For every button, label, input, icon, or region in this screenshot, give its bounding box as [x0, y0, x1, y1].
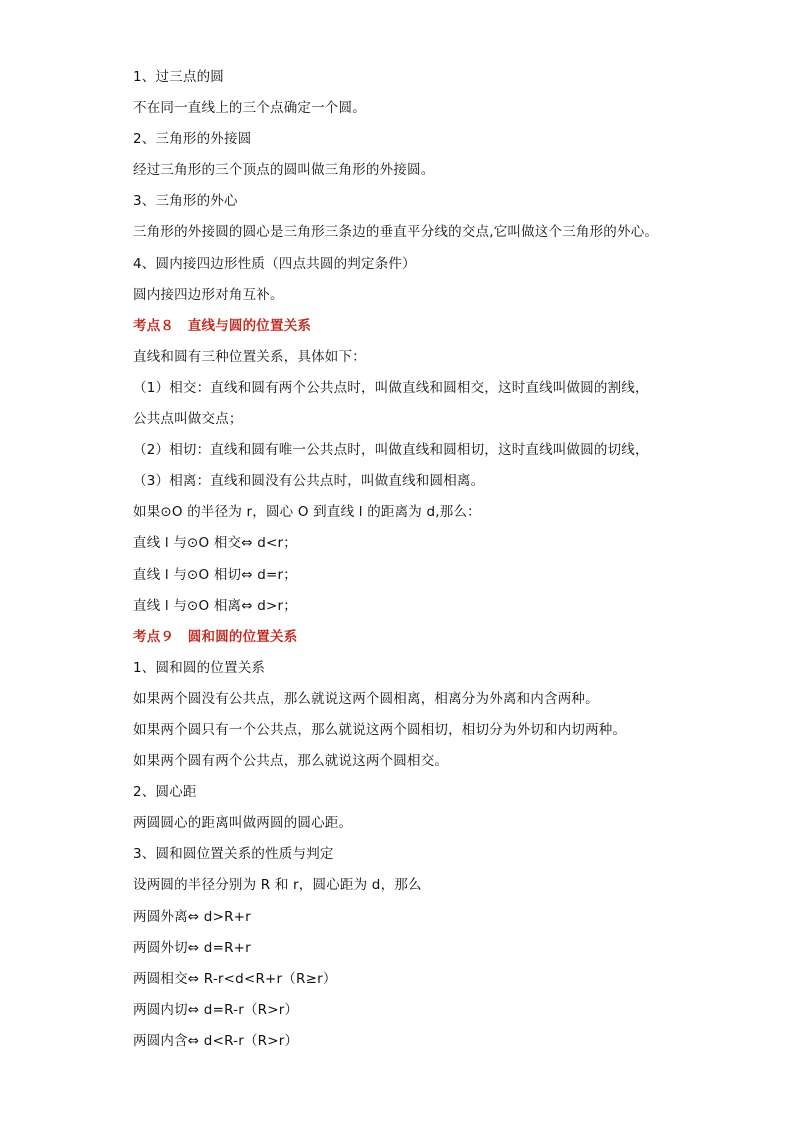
subheading-circumcenter: 3、三角形的外心 — [133, 193, 238, 210]
section-heading-circle-circle: 考点９ 圆和圆的位置关系 — [133, 628, 298, 645]
text-line: 不在同一直线上的三个点确定一个圆。 — [133, 100, 366, 117]
subheading-cyclic-quadrilateral: 4、圆内接四边形性质（四点共圆的判定条件） — [133, 255, 416, 272]
text-line: 如果两个圆没有公共点，那么就说这两个圆相离，相离分为外离和内含两种。 — [133, 690, 599, 707]
text-line: （1）相交：直线和圆有两个公共点时，叫做直线和圆相交，这时直线叫做圆的割线， — [133, 379, 649, 396]
formula-line: 两圆外切⇔ d=R+r — [133, 939, 251, 956]
subheading-circle-relations: 1、圆和圆的位置关系 — [133, 659, 266, 676]
text-line: 公共点叫做交点； — [133, 411, 243, 428]
text-line: 圆内接四边形对角互补。 — [133, 286, 284, 303]
text-line: 两圆圆心的距离叫做两圆的圆心距。 — [133, 815, 353, 832]
text-line: 如果⊙O 的半径为 r，圆心 O 到直线 l 的距离为 d,那么： — [133, 504, 481, 521]
text-line: 三角形的外接圆的圆心是三角形三条边的垂直平分线的交点,它叫做这个三角形的外心。 — [133, 224, 659, 241]
formula-line: 两圆外离⇔ d>R+r — [133, 908, 251, 925]
text-line: 直线和圆有三种位置关系，具体如下： — [133, 348, 366, 365]
formula-line: 两圆内切⇔ d=R-r（R>r） — [133, 1001, 299, 1018]
section-heading-line-circle: 考点８ 直线与圆的位置关系 — [133, 317, 312, 334]
text-line: （2）相切：直线和圆有唯一公共点时，叫做直线和圆相切，这时直线叫做圆的切线， — [133, 442, 649, 459]
formula-line: 两圆相交⇔ R-r<d<R+r（R≥r） — [133, 970, 337, 987]
text-line: 经过三角形的三个顶点的圆叫做三角形的外接圆。 — [133, 162, 435, 179]
text-line: （3）相离：直线和圆没有公共点时，叫做直线和圆相离。 — [133, 473, 485, 490]
subheading-circumcircle: 2、三角形的外接圆 — [133, 131, 252, 148]
subheading-center-distance: 2、圆心距 — [133, 784, 197, 801]
subheading-circle-through-three-points: 1、过三点的圆 — [133, 69, 224, 85]
formula-line: 直线 l 与⊙O 相交⇔ d<r； — [133, 535, 297, 552]
text-line: 如果两个圆只有一个公共点，那么就说这两个圆相切，相切分为外切和内切两种。 — [133, 721, 627, 738]
document-page — [133, 62, 733, 1057]
formula-line: 直线 l 与⊙O 相离⇔ d>r； — [133, 597, 297, 614]
text-line: 设两圆的半径分别为 R 和 r，圆心距为 d，那么 — [133, 877, 422, 894]
subheading-properties-judgment: 3、圆和圆位置关系的性质与判定 — [133, 846, 334, 863]
formula-line: 两圆内含⇔ d<R-r（R>r） — [133, 1032, 299, 1049]
formula-line: 直线 l 与⊙O 相切⇔ d=r； — [133, 566, 297, 583]
text-line: 如果两个圆有两个公共点，那么就说这两个圆相交。 — [133, 753, 449, 770]
